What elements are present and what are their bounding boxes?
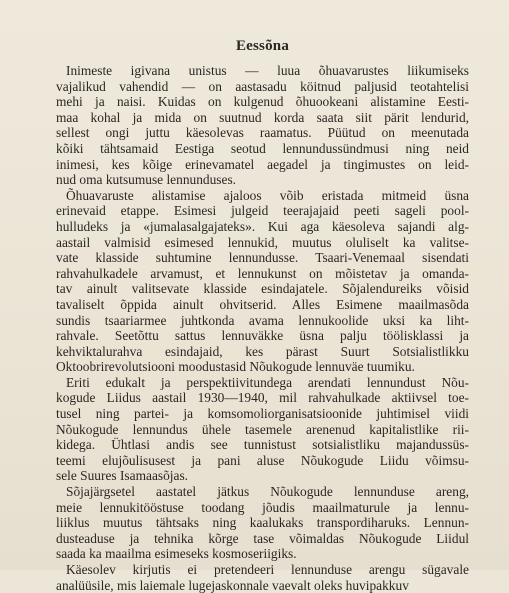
text-line: teemi elujõulisusest ja pani aluse Nõukogude Liidu võimsu- [56, 452, 469, 468]
text-line: kogude Liidus aastail 1930—1940, mil rahvahulkade aktiivsel toe- [56, 390, 469, 406]
text-line: Käesolev kirjutis ei pretendeeri lennunduse arengu sügavale [66, 562, 469, 577]
text-line: Eriti edukalt ja perspektiivitundega arendati lennundust Nõu- [66, 374, 469, 390]
paragraph [56, 375, 469, 484]
page-title: Eessõna [235, 38, 290, 54]
text-line: rahvale. Seetõttu sattus lennuväkke üsna palju töölisklassi ja [56, 328, 469, 344]
text-line: sele Suures Isamaasõjas. [56, 468, 189, 484]
text-line: Oktoobrirevolutsiooni moodustasid Nõukogude lennuväe tuumiku. [56, 359, 415, 375]
text-line: vajalikud vahendid — on aastasadu köitnud paljusid teotahtelisi [56, 78, 469, 94]
text-line: kidega. Ühtlasi andis see tunnistust sotsialistliku majandussüs- [56, 437, 469, 453]
text-line: kõiki tähtsamaid Eestiga seotud lennundussündmusi ning neid [56, 140, 469, 156]
text-line: saada ka maailma esimeseks kosmoseriigiks. [56, 546, 297, 562]
paragraph [56, 562, 469, 593]
paragraph [56, 188, 469, 375]
text-line: meie lennukitööstuse toodang jõudis maailmaturule ja lennu- [56, 499, 469, 515]
page-body [56, 63, 469, 593]
text-line: erinevaid etappe. Esimesi julgeid teerajajaid peeti sageli pool- [56, 203, 469, 219]
text-line: Inimeste igivana unistus — luua õhuavarustes liikumiseks [66, 63, 469, 78]
text-line: Nõukogude lennundus ühele tasemele arenenud kapitalistlike rii- [56, 421, 469, 437]
text-line: analüüsile, mis laiemale lugejaskonnale vaevalt oleks huvipakkuv [56, 577, 409, 593]
text-line: tav ainult valitsevate klasside esindajatele. Sõjalendureiks võisid [56, 281, 469, 297]
text-line: kehviktalurahva esindajaid, kes pärast Suurt Sotsialistlikku [56, 343, 469, 359]
paragraph [56, 63, 469, 188]
text-line: inimesi, kes kõige erinevamatel aegadel ja tingimustes on leid- [56, 156, 469, 172]
text-line: Õhuavaruste alistamise ajaloos võib eristada mitmeid üsna [66, 187, 469, 203]
text-line: sellest ongi juttu käesolevas raamatus. Püütud on meenutada [56, 125, 469, 141]
text-line: hulludeks ja «jumalasalgajateks». Kui aga käesoleva sajandi alg- [56, 218, 469, 234]
text-line: Sõjajärgsetel aastatel jätkus Nõukogude lennunduse areng, [66, 484, 469, 500]
text-line: maa kohal ja mida on suutnud korda saata siit pärit lendurid, [56, 109, 469, 125]
text-line: nud oma kutsumuse lennunduses. [56, 172, 237, 188]
text-line: sundis tsaariarmee juhtkonda avama lennukoolide uksi ka liht- [56, 312, 469, 328]
text-line: dusteaduse ja tehnika kõrge tase võimaldas Nõukogude Liidul [56, 530, 469, 546]
text-line: rahvahulkadele arvamust, et lennukunst on mõistetav ja omanda- [56, 265, 469, 281]
text-line: liiklus muutus tähtsaks ning kaalukaks transpordiharuks. Lennun- [56, 515, 469, 531]
text-line: vate klasside suhtumine lennundusse. Tsaari-Venemaal sisendati [56, 250, 469, 266]
text-line: aastail valmisid esimesed lennukid, muutus oluliselt ka valitse- [56, 234, 469, 250]
text-line: tavaliselt õppida ainult ohvitserid. Alles Esimene maailmasõda [56, 296, 469, 312]
paragraph [56, 484, 469, 562]
text-line: mehi ja naisi. Kuidas on kulgenud õhuookeani alistamine Eesti- [56, 94, 469, 110]
text-line: tusel ning partei- ja komsomoliorganisatsioonide juhtimisel viidi [56, 406, 469, 422]
